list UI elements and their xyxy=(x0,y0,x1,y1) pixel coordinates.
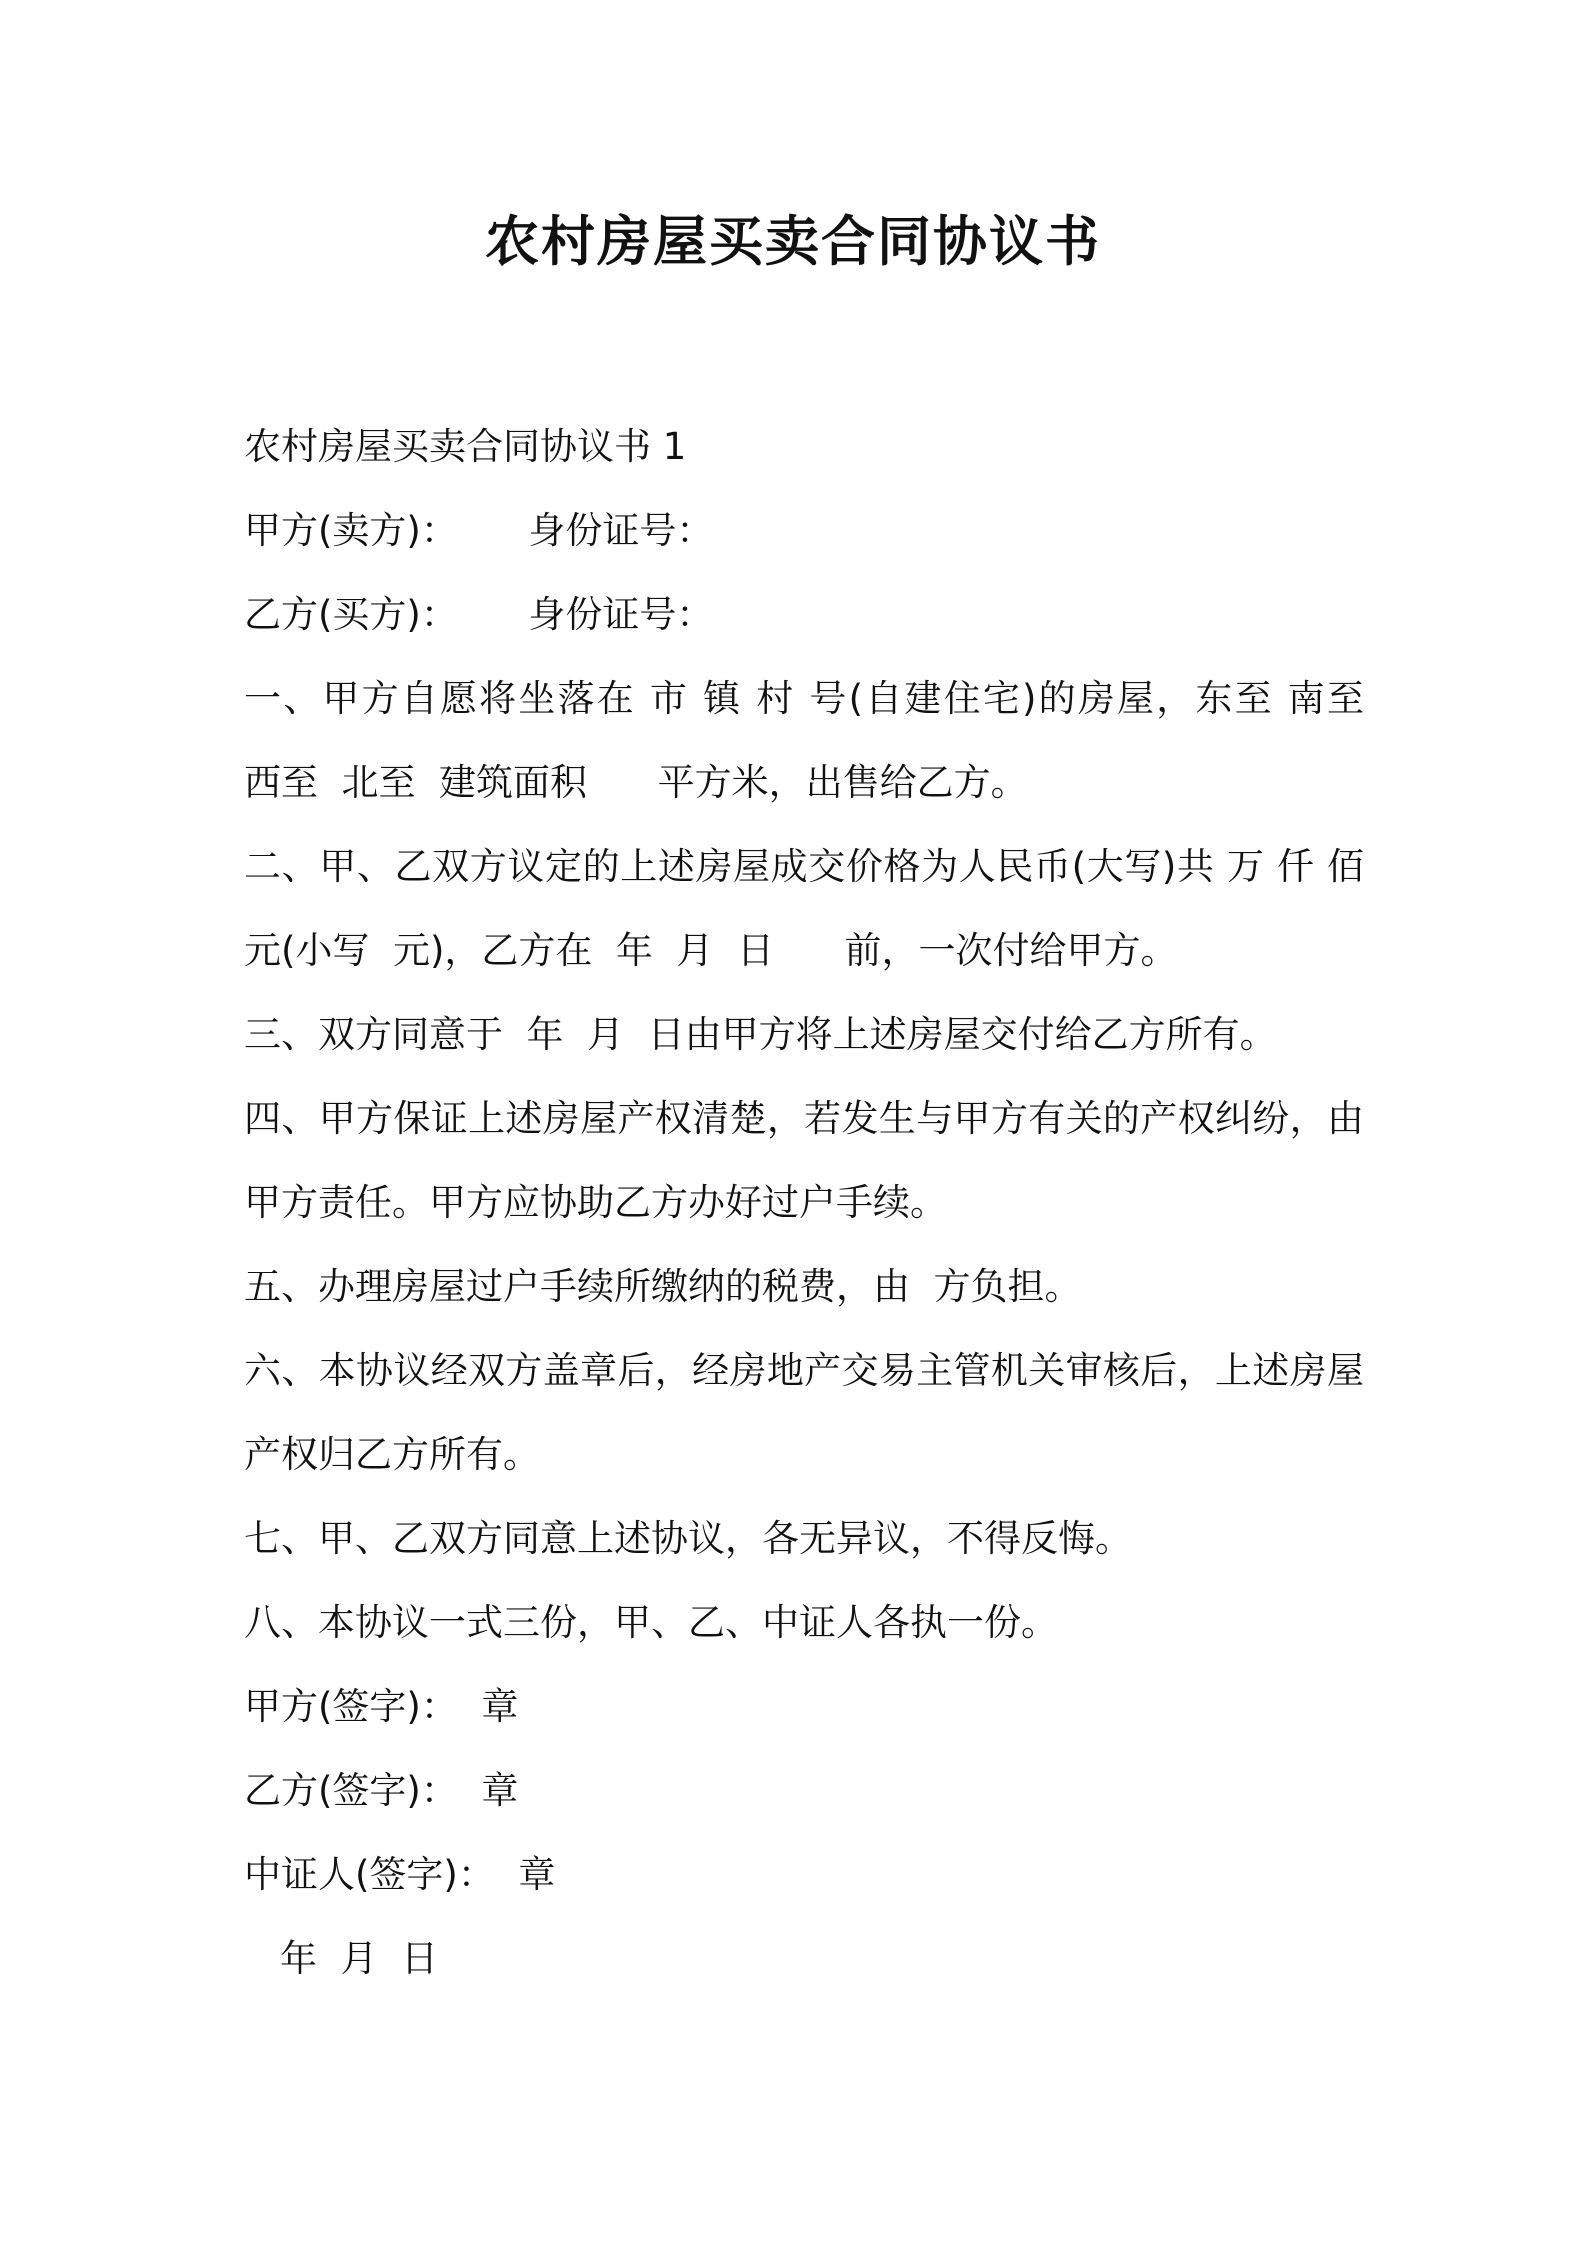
party-a-line: 甲方(卖方)： 身份证号： xyxy=(244,509,714,552)
signature-party-a: 甲方(签字)： 章 xyxy=(244,1685,519,1728)
clause-6-line-2: 产权归乙方所有。 xyxy=(244,1433,540,1476)
clause-1-line-2: 西至 北至 建筑面积 平方米，出售给乙方。 xyxy=(244,761,1028,804)
clause-8: 八、本协议一式三份，甲、乙、中证人各执一份。 xyxy=(244,1601,1058,1644)
section-heading: 农村房屋买卖合同协议书 1 xyxy=(244,425,687,468)
clause-7: 七、甲、乙双方同意上述协议，各无异议，不得反悔。 xyxy=(244,1517,1132,1560)
signature-party-b: 乙方(签字)： 章 xyxy=(244,1769,519,1812)
document-body xyxy=(244,405,1364,2001)
signature-witness: 中证人(签字)： 章 xyxy=(244,1853,556,1896)
clause-4-line-2: 甲方责任。甲方应协助乙方办好过户手续。 xyxy=(244,1181,947,1224)
signature-date: 年 月 日 xyxy=(280,1937,439,1980)
party-b-line: 乙方(买方)： 身份证号： xyxy=(244,593,714,636)
clause-4-line-1: 四、甲方保证上述房屋产权清楚，若发生与甲方有关的产权纠纷，由 xyxy=(244,1097,1364,1140)
clause-5: 五、办理房屋过户手续所缴纳的税费，由 方负担。 xyxy=(244,1265,1082,1308)
clause-6-line-1: 六、本协议经双方盖章后，经房地产交易主管机关审核后，上述房屋 xyxy=(244,1349,1364,1392)
clause-2-line-2: 元(小写 元)，乙方在 年 月 日 前，一次付给甲方。 xyxy=(244,929,1178,972)
clause-2-line-1: 二、甲、乙双方议定的上述房屋成交价格为人民币(大写)共 万 仟 佰 xyxy=(244,845,1364,888)
document-title: 农村房屋买卖合同协议书 xyxy=(485,210,1101,273)
clause-1-line-1: 一、甲方自愿将坐落在 市 镇 村 号(自建住宅)的房屋，东至 南至 xyxy=(244,677,1364,720)
clause-3: 三、双方同意于 年 月 日由甲方将上述房屋交付给乙方所有。 xyxy=(244,1013,1277,1056)
